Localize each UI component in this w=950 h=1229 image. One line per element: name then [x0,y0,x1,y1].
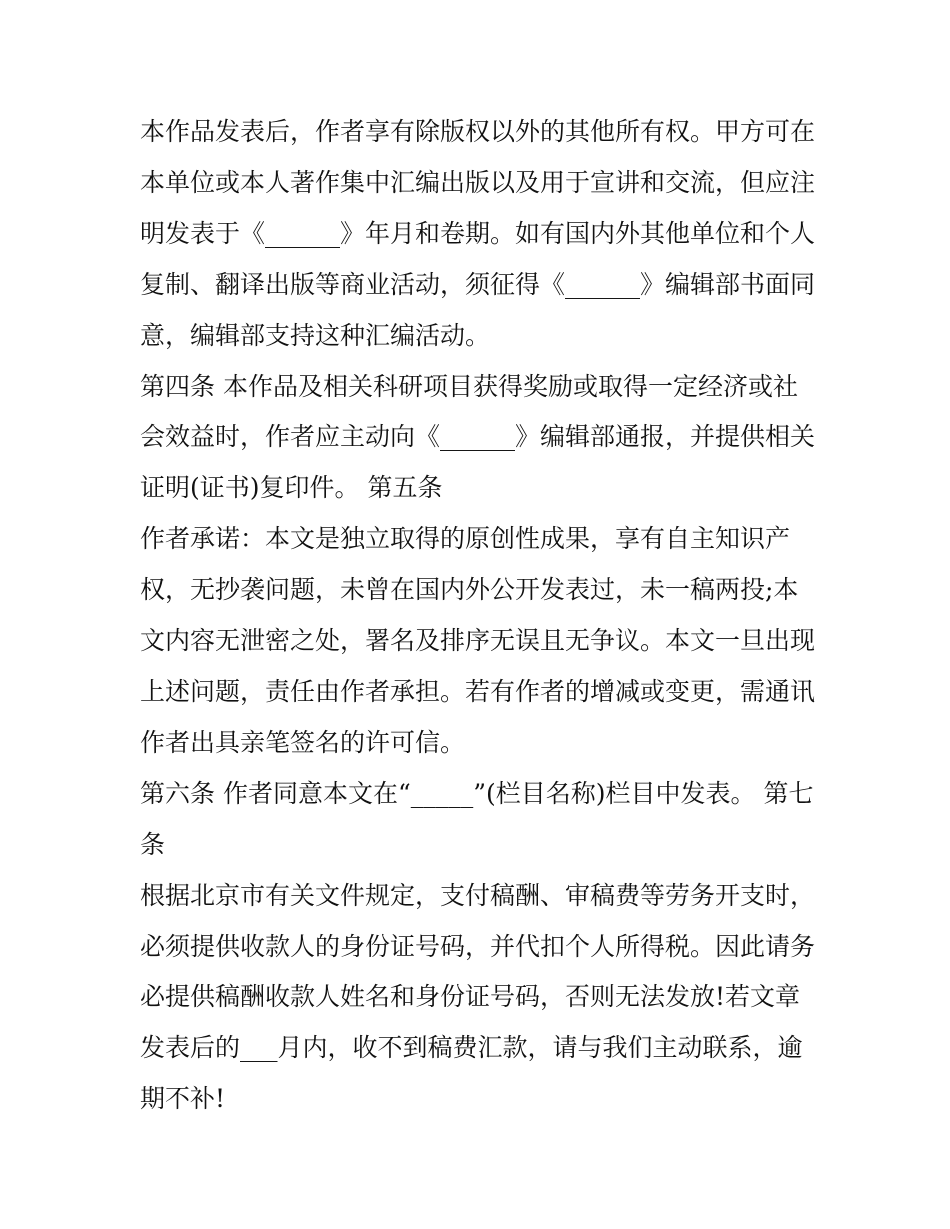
text-line: 上述问题，责任由作者承担。若有作者的增减或变更，需通讯 [140,676,816,706]
text-line: 必提供稿酬收款人姓名和身份证号码，否则无法发放!若文章 [140,982,801,1012]
text-line: 文内容无泄密之处，署名及排序无误且无争议。本文一旦出现 [140,626,816,656]
text-line: 本单位或本人著作集中汇编出版以及用于宣讲和交流，但应注 [140,167,816,197]
text-line: 意，编辑部支持这种汇编活动。 [140,320,491,350]
text-line: 期不补! [140,1084,226,1114]
text-line: 权，无抄袭问题，未曾在国内外公开发表过，未一稿两投;本 [140,575,799,605]
document-body [140,107,830,1125]
text-line: 根据北京市有关文件规定，支付稿酬、审稿费等劳务开支时， [140,880,816,910]
text-line: 证明(证书)复印件。 第五条 [140,473,443,503]
text-line: 条 [140,829,166,859]
text-line: 作者出具亲笔签名的许可信。 [140,727,466,757]
text-line: 第四条 本作品及相关科研项目获得奖励或取得一定经济或社 [140,371,798,401]
text-line: 会效益时，作者应主动向《______》编辑部通报，并提供相关 [140,422,816,452]
text-line: 发表后的___月内，收不到稿费汇款，请与我们主动联系，逾 [140,1033,803,1063]
text-line: 第六条 作者同意本文在“_____”(栏目名称)栏目中发表。 第七 [140,778,814,808]
text-line: 本作品发表后，作者享有除版权以外的其他所有权。甲方可在 [140,117,816,146]
text-line: 必须提供收款人的身份证号码，并代扣个人所得税。因此请务 [140,931,816,961]
text-line: 作者承诺：本文是独立取得的原创性成果，享有自主知识产 [140,524,791,554]
text-line: 明发表于《______》年月和卷期。如有国内外其他单位和个人 [140,218,816,248]
text-line: 复制、翻译出版等商业活动，须征得《______》编辑部书面同 [140,269,816,299]
